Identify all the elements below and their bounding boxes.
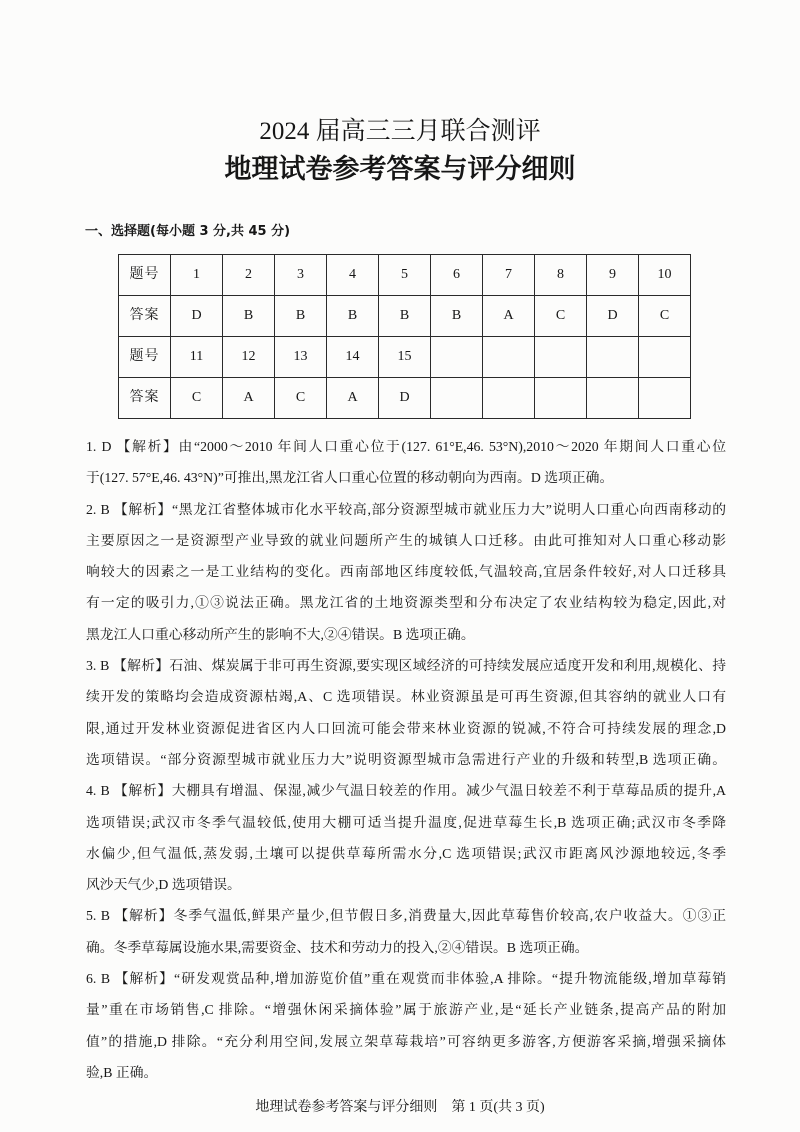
explanations (86, 431, 726, 1088)
explanation-text: 由“2000～2010 年间人口重心位于(127. 61°E,46. 53°N),2010～2020 年期间人口重心位 (178, 439, 727, 454)
explanation-line: 量”重在市场销售,C 排除。“增强休闲采摘体验”属于旅游产业,是“延长产业链条,提高产品的附加 (86, 1002, 726, 1018)
explanation-item-2 (86, 494, 726, 650)
empty-cell (483, 337, 535, 378)
table-cell: 14 (327, 337, 379, 378)
table-cell: 9 (587, 255, 639, 296)
explanation-line (86, 494, 726, 525)
explanation-line: 选项错误。“部分资源型城市就业压力大”说明资源型城市急需进行产业的升级和转型,B 选项正确。 (86, 751, 726, 767)
table-cell: B (223, 296, 275, 337)
table-cell: 3 (275, 255, 327, 296)
table-cell: 5 (379, 255, 431, 296)
table-cell: D (171, 296, 223, 337)
analysis-tag: 【解析】 (113, 658, 170, 674)
explanation-line: 风沙天气少,D 选项错误。 (86, 877, 241, 893)
question-answer: 4. B (86, 783, 110, 799)
page-footer (0, 1098, 800, 1118)
table-cell: A (483, 296, 535, 337)
analysis-tag: 【解析】 (113, 783, 172, 799)
table-cell: C (639, 296, 691, 337)
question-answer: 5. B (86, 908, 110, 924)
table-cell: 10 (639, 255, 691, 296)
explanation-text: 冬季气温低,鲜果产量少,但节假日多,消费量大,因此草莓售价较高,农户收益大。①③正 (173, 908, 727, 924)
table-cell: 2 (223, 255, 275, 296)
explanation-line: 有一定的吸引力,①③说法正确。黑龙江省的土地资源类型和分布决定了农业结构较为稳定,因此,对 (86, 595, 726, 611)
table-cell: B (379, 296, 431, 337)
table-row (119, 337, 691, 378)
table-cell: 12 (223, 337, 275, 378)
explanation-item-5 (86, 900, 726, 963)
explanation-item-1 (86, 431, 726, 494)
question-answer: 1. D (86, 439, 112, 454)
table-cell: A (223, 378, 275, 419)
row-label: 答案 (119, 378, 171, 419)
document-title: 地理试卷参考答案与评分细则 (224, 154, 576, 185)
empty-cell (483, 378, 535, 419)
table-cell: 13 (275, 337, 327, 378)
table-row (119, 378, 691, 419)
explanation-line: 水偏少,但气温低,蒸发弱,土壤可以提供草莓所需水分,C 选项错误;武汉市距离风沙源地较远,冬季 (86, 845, 726, 861)
explanation-line: 黑龙江人口重心移动所产生的影响不大,②④错误。B 选项正确。 (86, 626, 475, 642)
question-answer: 2. B (86, 501, 110, 517)
explanation-line: 续开发的策略均会造成资源枯竭,A、C 选项错误。林业资源虽是可再生资源,但其容纳的就业人口有 (86, 689, 726, 705)
explanation-line: 于(127. 57°E,46. 43°N)”可推出,黑龙江省人口重心位置的移动朝向为西南。D 选项正确。 (86, 470, 614, 486)
table-cell: 15 (379, 337, 431, 378)
question-answer: 6. B (86, 971, 111, 987)
table-row (119, 296, 691, 337)
page-number: 第 1 页(共 3 页) (451, 1100, 545, 1115)
footer-doc-name: 地理试卷参考答案与评分细则 (255, 1100, 438, 1115)
explanation-line (86, 431, 726, 462)
analysis-tag: 【解析】 (114, 908, 174, 924)
table-cell: A (327, 378, 379, 419)
table-cell: B (327, 296, 379, 337)
empty-cell (587, 337, 639, 378)
exam-title: 2024 届高三三月联合测评 (259, 118, 541, 145)
empty-cell (431, 337, 483, 378)
explanation-line (86, 775, 726, 806)
question-answer: 3. B (86, 658, 110, 674)
explanation-line (86, 650, 726, 681)
explanation-item-6 (86, 963, 726, 1088)
analysis-tag: 【解析】 (113, 501, 172, 517)
row-label: 题号 (119, 337, 171, 378)
table-cell: B (431, 296, 483, 337)
explanation-line: 验,B 正确。 (86, 1064, 158, 1080)
table-cell: 6 (431, 255, 483, 296)
explanation-text: 大棚具有增温、保湿,减少气温日较差的作用。减少气温日较差不利于草莓品质的提升,A (171, 783, 727, 799)
table-row (119, 255, 691, 296)
explanation-text: “黑龙江省整体城市化水平较高,部分资源型城市就业压力大”说明人口重心向西南移动的 (171, 501, 727, 517)
explanation-item-3 (86, 650, 726, 775)
row-label: 题号 (119, 255, 171, 296)
explanation-line: 限,通过开发林业资源促进省区内人口回流可能会带来林业资源的锐减,不符合可持续发展的理念,D (86, 720, 726, 736)
row-label: 答案 (119, 296, 171, 337)
table-cell: 8 (535, 255, 587, 296)
explanation-line (86, 963, 726, 994)
explanation-line (86, 900, 726, 931)
section-heading: 一、选择题(每小题 3 分,共 45 分) (85, 224, 291, 239)
empty-cell (535, 378, 587, 419)
empty-cell (431, 378, 483, 419)
table-cell: 1 (171, 255, 223, 296)
explanation-item-4 (86, 775, 726, 900)
table-cell: D (379, 378, 431, 419)
table-cell: B (275, 296, 327, 337)
table-cell: C (535, 296, 587, 337)
explanation-text: 石油、煤炭属于非可再生资源,要实现区域经济的可持续发展应适度开发和利用,规模化、持 (169, 658, 727, 674)
table-cell: D (587, 296, 639, 337)
explanation-line: 主要原因之一是资源型产业导致的就业问题所产生的城镇人口迁移。由此可推知对人口重心移动影 (86, 532, 726, 548)
table-cell: 7 (483, 255, 535, 296)
table-cell: C (275, 378, 327, 419)
empty-cell (587, 378, 639, 419)
table-cell: C (171, 378, 223, 419)
empty-cell (535, 337, 587, 378)
explanation-text: “研发观赏品种,增加游览价值”重在观赏而非体验,A 排除。“提升物流能级,增加草莓销 (174, 971, 727, 987)
table-cell: 4 (327, 255, 379, 296)
explanation-line: 值”的措施,D 排除。“充分利用空间,发展立架草莓栽培”可容纳更多游客,方便游客采摘,增强采摘体 (86, 1033, 726, 1049)
explanation-line: 选项错误;武汉市冬季气温较低,使用大棚可适当提升温度,促进草莓生长,B 选项正确;武汉市冬季降 (86, 814, 726, 830)
table-cell: 11 (171, 337, 223, 378)
explanation-line: 确。冬季草莓属设施水果,需要资金、技术和劳动力的投入,②④错误。B 选项正确。 (86, 939, 589, 955)
answer-table (118, 254, 691, 419)
analysis-tag: 【解析】 (116, 439, 179, 454)
explanation-line: 响较大的因素之一是工业结构的变化。西南部地区纬度较低,气温较高,宜居条件较好,对人口迁移具 (86, 564, 726, 580)
analysis-tag: 【解析】 (114, 971, 175, 987)
empty-cell (639, 337, 691, 378)
empty-cell (639, 378, 691, 419)
